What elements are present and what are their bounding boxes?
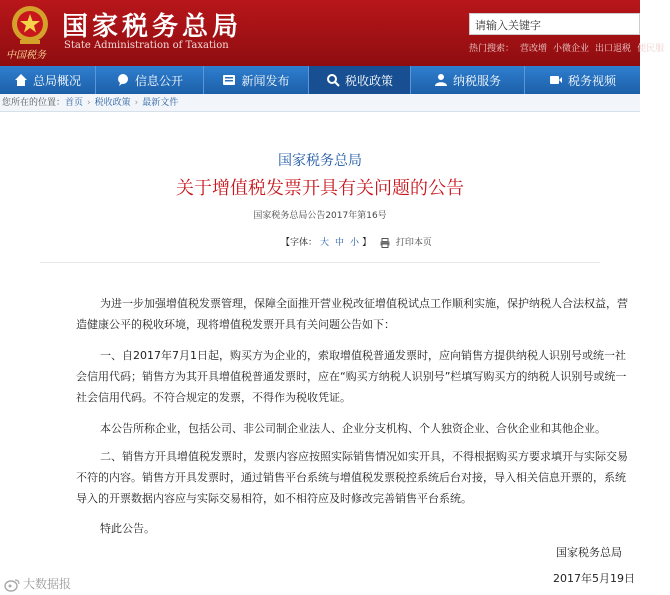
content-divider (40, 262, 600, 263)
nav-item-info[interactable] (96, 66, 204, 94)
home-icon (14, 73, 28, 87)
china-tax-logo-text: 中国税务 (6, 50, 46, 61)
font-size-bar (281, 235, 432, 248)
signature-org: 国家税务总局 (556, 546, 622, 559)
video-icon (549, 73, 563, 87)
breadcrumb-separator: › (134, 98, 139, 108)
main-nav (0, 66, 640, 94)
nav-item-label: 纳税服务 (452, 73, 501, 88)
article-paragraph: 二、销售方开具增值税发票时，发票内容应按照实际销售情况如实开具，不得根据购买方要求填开与实际交易不符的内容。销售方开具发票时，通过销售平台系统与增值税发票税控系统后台对接，导入相关信息开票的，系统导入的开票数据内容应与实际交易相符，如不相符应及时修改完善销售平台系统。 (76, 450, 628, 505)
service-icon (434, 73, 448, 87)
nav-item-policy[interactable] (309, 66, 411, 94)
article-paragraph: 为进一步加强增值税发票管理，保障全面推开营业税改征增值税试点工作顺利实施，保护纳税人合法权益，营造健康公平的税收环境，现将增值税发票开具有关问题公告如下： (76, 297, 628, 331)
watermark-text: 大数据报 (23, 577, 72, 591)
site-title[interactable]: 国家税务总局 (62, 12, 243, 42)
signature-date: 2017年5月19日 (553, 572, 635, 585)
site-subtitle: State Administration of Taxation (64, 40, 229, 51)
magnifier-icon (326, 73, 340, 87)
nav-item-label: 税收政策 (344, 73, 393, 88)
news-icon (222, 73, 236, 87)
watermark (4, 575, 71, 592)
breadcrumb-prefix: 您所在的位置： (2, 98, 66, 108)
nav-item-label: 信息公开 (134, 73, 183, 88)
article-paragraph: 本公告所称企业，包括公司、非公司制企业法人、企业分支机构、个人独资企业、合伙企业和其他企业。 (100, 422, 606, 435)
breadcrumb-separator: › (87, 98, 91, 108)
nav-item-video[interactable] (525, 66, 640, 94)
article-issuer: 国家税务总局 (278, 153, 362, 169)
font-size-medium[interactable]: 中 (335, 238, 345, 248)
print-icon[interactable] (380, 238, 390, 248)
chat-icon (116, 73, 130, 87)
article-paragraph: 特此公告。 (100, 522, 155, 535)
site-header (0, 0, 665, 66)
font-size-small[interactable]: 小 (350, 238, 360, 248)
document-number: 国家税务总局公告2017年第16号 (253, 211, 387, 221)
font-size-large[interactable]: 大 (320, 238, 330, 248)
hot-search-item[interactable]: 便民服 (637, 44, 665, 54)
breadcrumb-policy[interactable]: 税收政策 (94, 98, 131, 108)
search-input[interactable]: 请输入关键字 (469, 13, 640, 35)
nav-item-news[interactable] (204, 66, 309, 94)
nav-item-label: 总局概况 (32, 73, 81, 88)
nav-item-service[interactable] (411, 66, 525, 94)
hot-search (469, 41, 670, 54)
breadcrumb (0, 94, 640, 112)
font-size-close: 】 (362, 238, 372, 248)
print-page-link[interactable]: 打印本页 (395, 238, 432, 248)
hot-search-item[interactable]: 小微企业 (553, 44, 590, 54)
weibo-icon (4, 578, 20, 592)
article-paragraph: 一、自2017年7月1日起，购买方为企业的，索取增值税普通发票时，应向销售方提供纳税人识别号或统一社会信用代码；销售方为其开具增值税普通发票时，应在“购买方纳税人识别号”栏填写购买方的纳税人识别号或统一社会信用代码。不符合规定的发票，不得作为税收凭证。 (76, 349, 627, 404)
article-title: 关于增值税发票开具有关问题的公告 (176, 178, 464, 199)
hot-search-label: 热门搜索： (469, 44, 515, 54)
breadcrumb-latest[interactable]: 最新文件 (142, 98, 179, 108)
breadcrumb-home[interactable]: 首页 (65, 98, 84, 108)
nav-item-label: 税务视频 (567, 73, 616, 88)
font-size-label: 【字体： (281, 238, 318, 248)
nav-item-label: 新闻发布 (241, 73, 290, 88)
nav-item-overview[interactable] (0, 66, 96, 94)
hot-search-item[interactable]: 出口退税 (595, 44, 632, 54)
hot-search-item[interactable]: 营改增 (520, 44, 548, 54)
national-emblem-icon (8, 4, 52, 46)
